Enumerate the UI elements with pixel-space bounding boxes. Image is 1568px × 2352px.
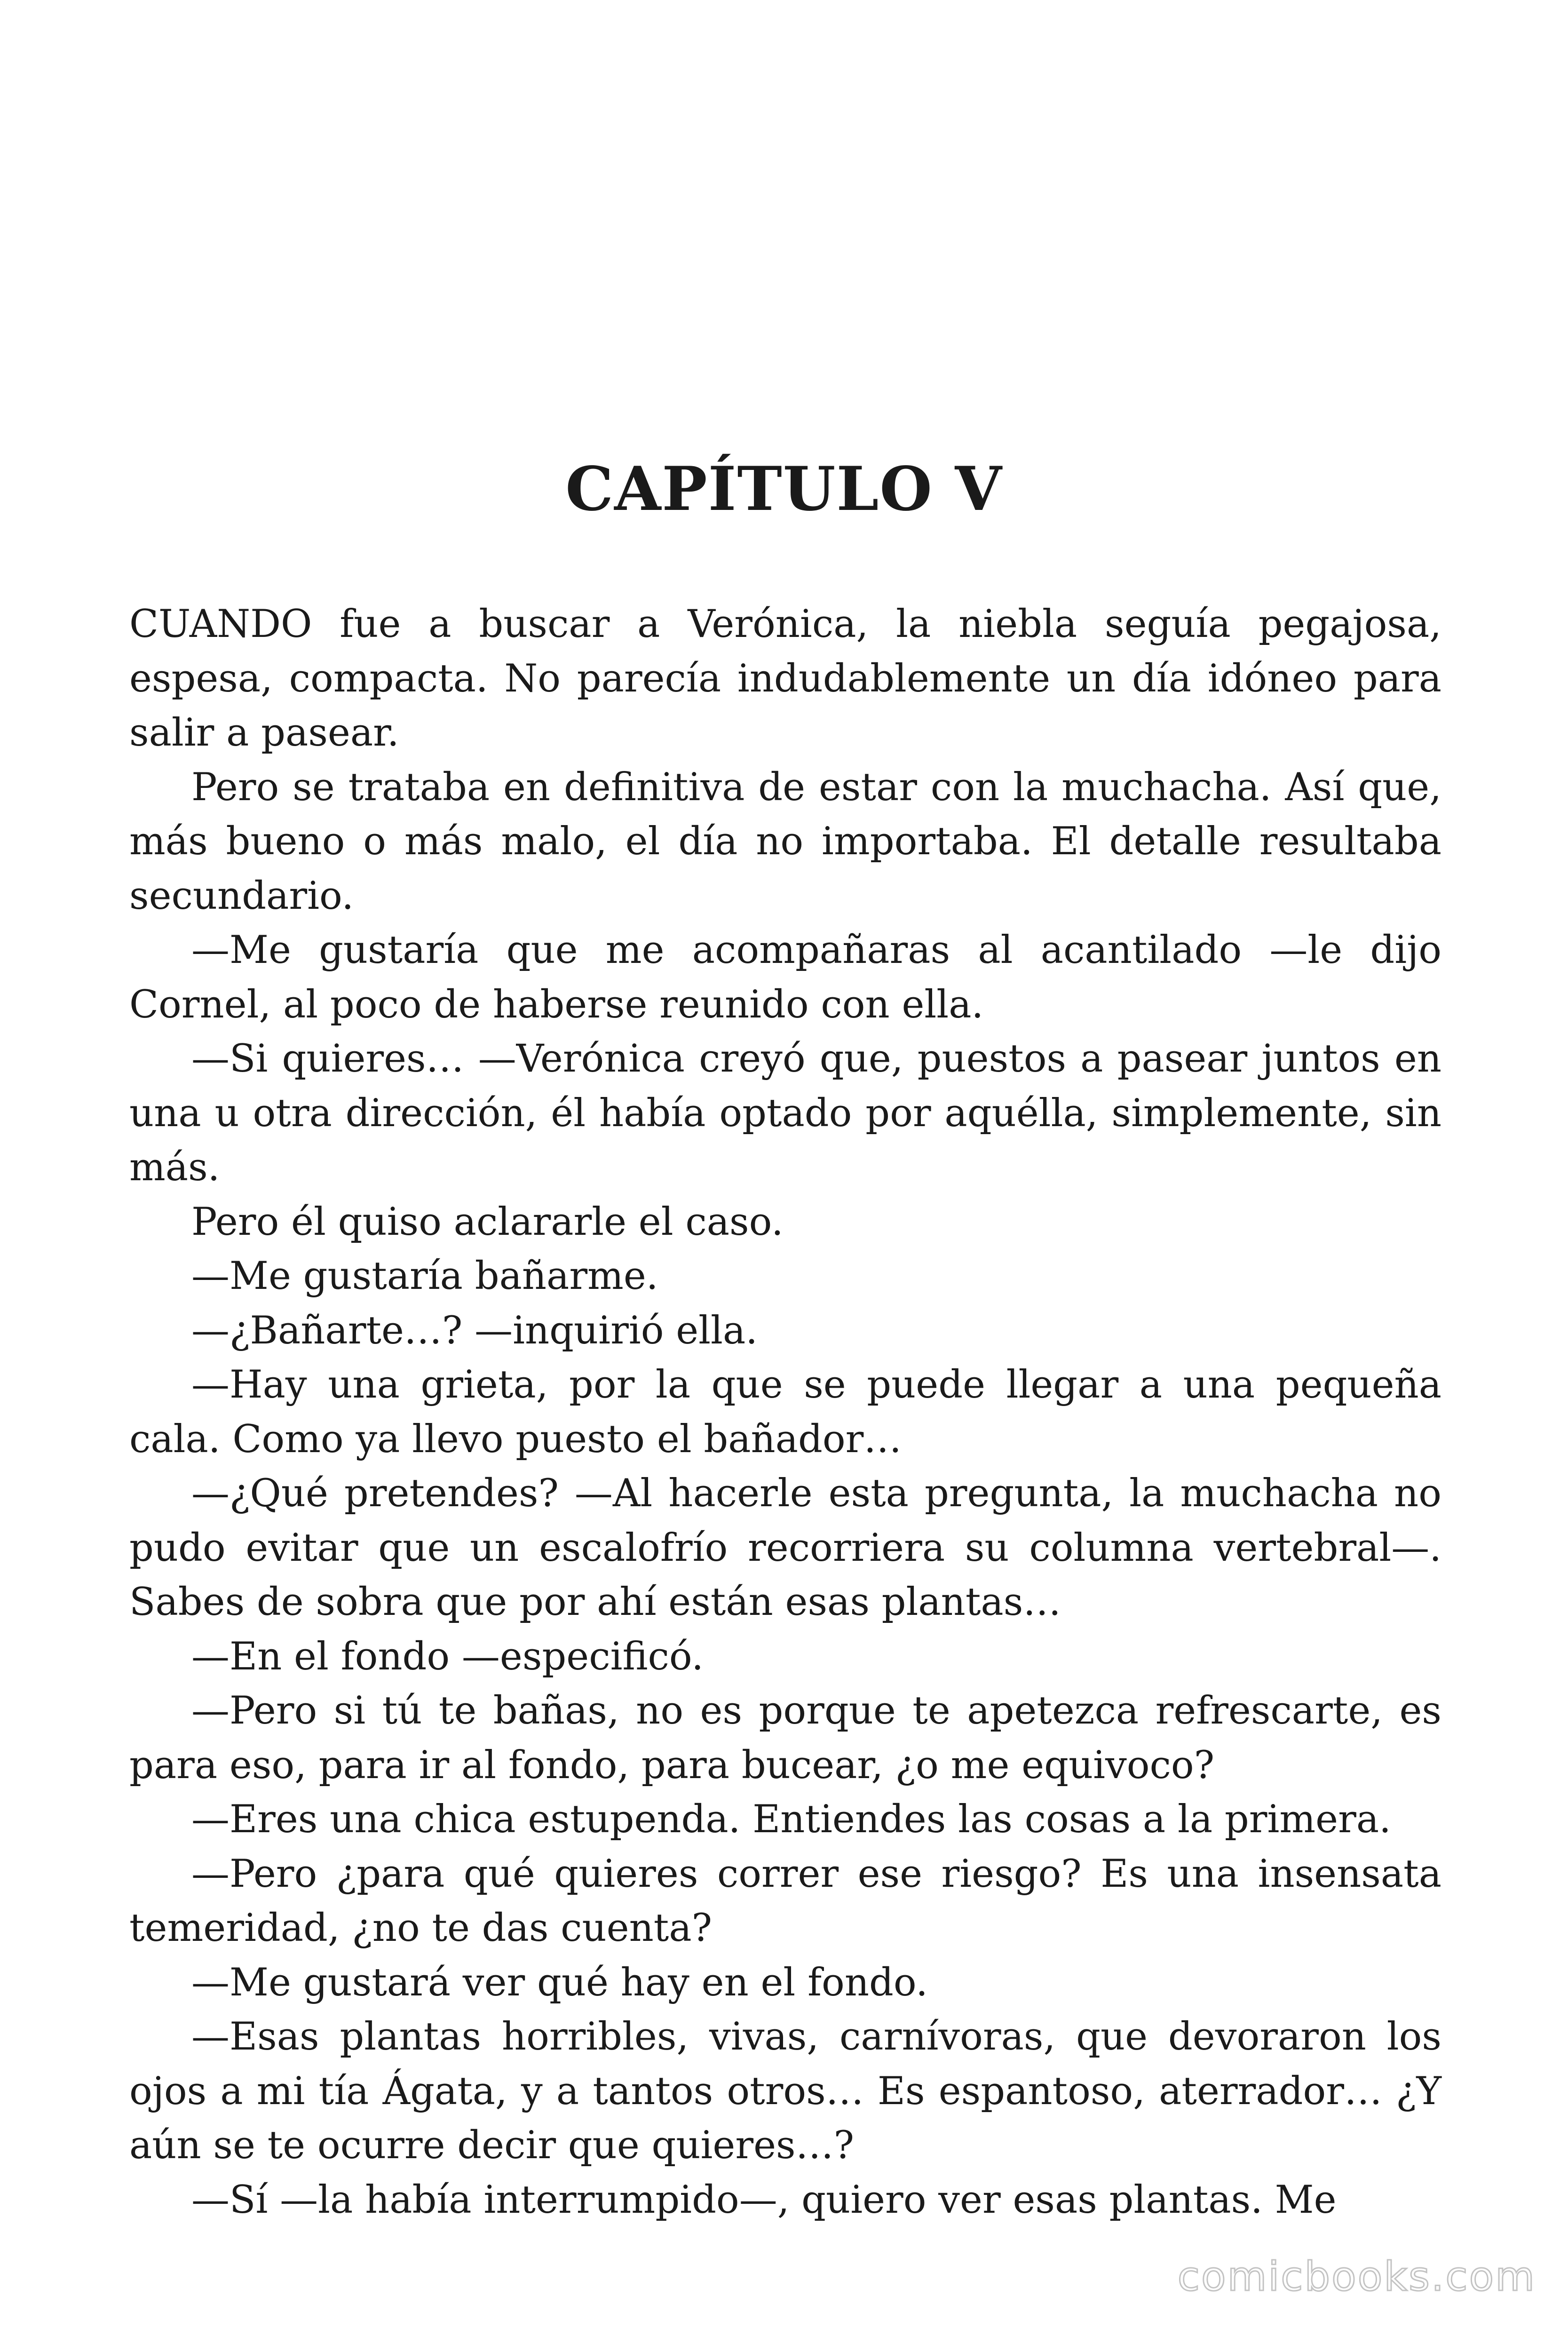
chapter-body bbox=[129, 597, 1441, 2227]
paragraph: —¿Bañarte…? —inquirió ella. bbox=[191, 1308, 758, 1353]
paragraph: —Me gustaría que me acompañaras al acantilado —le dijo Cornel, al poco de haberse reunido con ella. bbox=[129, 928, 1441, 1027]
paragraph: —¿Qué pretendes? —Al hacerle esta pregunta, la muchacha no pudo evitar que un escalofrío recorriera su columna vertebral—. Sabes de sobra que por ahí están esas plantas… bbox=[129, 1471, 1441, 1624]
chapter-title: CAPÍTULO V bbox=[565, 454, 1003, 524]
paragraph: —Me gustaría bañarme. bbox=[191, 1254, 658, 1298]
paragraph: Pero él quiso aclararle el caso. bbox=[191, 1200, 784, 1244]
paragraph: —Pero si tú te bañas, no es porque te apetezca refrescarte, es para eso, para ir al fondo, para bucear, ¿o me equivoco? bbox=[129, 1689, 1441, 1788]
paragraph: —Pero ¿para qué quieres correr ese riesgo? Es una insensata temeridad, ¿no te das cuenta? bbox=[129, 1851, 1441, 1950]
paragraph: —Esas plantas horribles, vivas, carnívoras, que devoraron los ojos a mi tía Ágata, y a tantos otros… Es espantoso, aterrador… ¿Y aún se te ocurre decir que quieres…? bbox=[129, 2015, 1441, 2168]
paragraph: —Eres una chica estupenda. Entiendes las cosas a la primera. bbox=[191, 1797, 1391, 1842]
paragraph: Pero se trataba en definitiva de estar con la muchacha. Así que, más bueno o más malo, el día no importaba. El detalle resultaba secundario. bbox=[129, 765, 1441, 918]
paragraph: —Hay una grieta, por la que se puede llegar a una pequeña cala. Como ya llevo puesto el bañador… bbox=[129, 1363, 1441, 1462]
paragraph: —En el fondo —especificó. bbox=[191, 1634, 704, 1679]
paragraph: —Si quieres… —Verónica creyó que, puestos a pasear juntos en una u otra dirección, él había optado por aquélla, simplemente, sin más. bbox=[129, 1037, 1441, 1190]
paragraph: CUANDO fue a buscar a Verónica, la niebla seguía pegajosa, espesa, compacta. No parecía indudablemente un día idóneo para salir a pasear. bbox=[129, 602, 1441, 755]
paragraph: —Sí —la había interrumpido—, quiero ver esas plantas. Me bbox=[191, 2177, 1337, 2222]
paragraph: —Me gustará ver qué hay en el fondo. bbox=[191, 1960, 928, 2005]
watermark: comicbooks.com bbox=[1177, 2253, 1536, 2300]
